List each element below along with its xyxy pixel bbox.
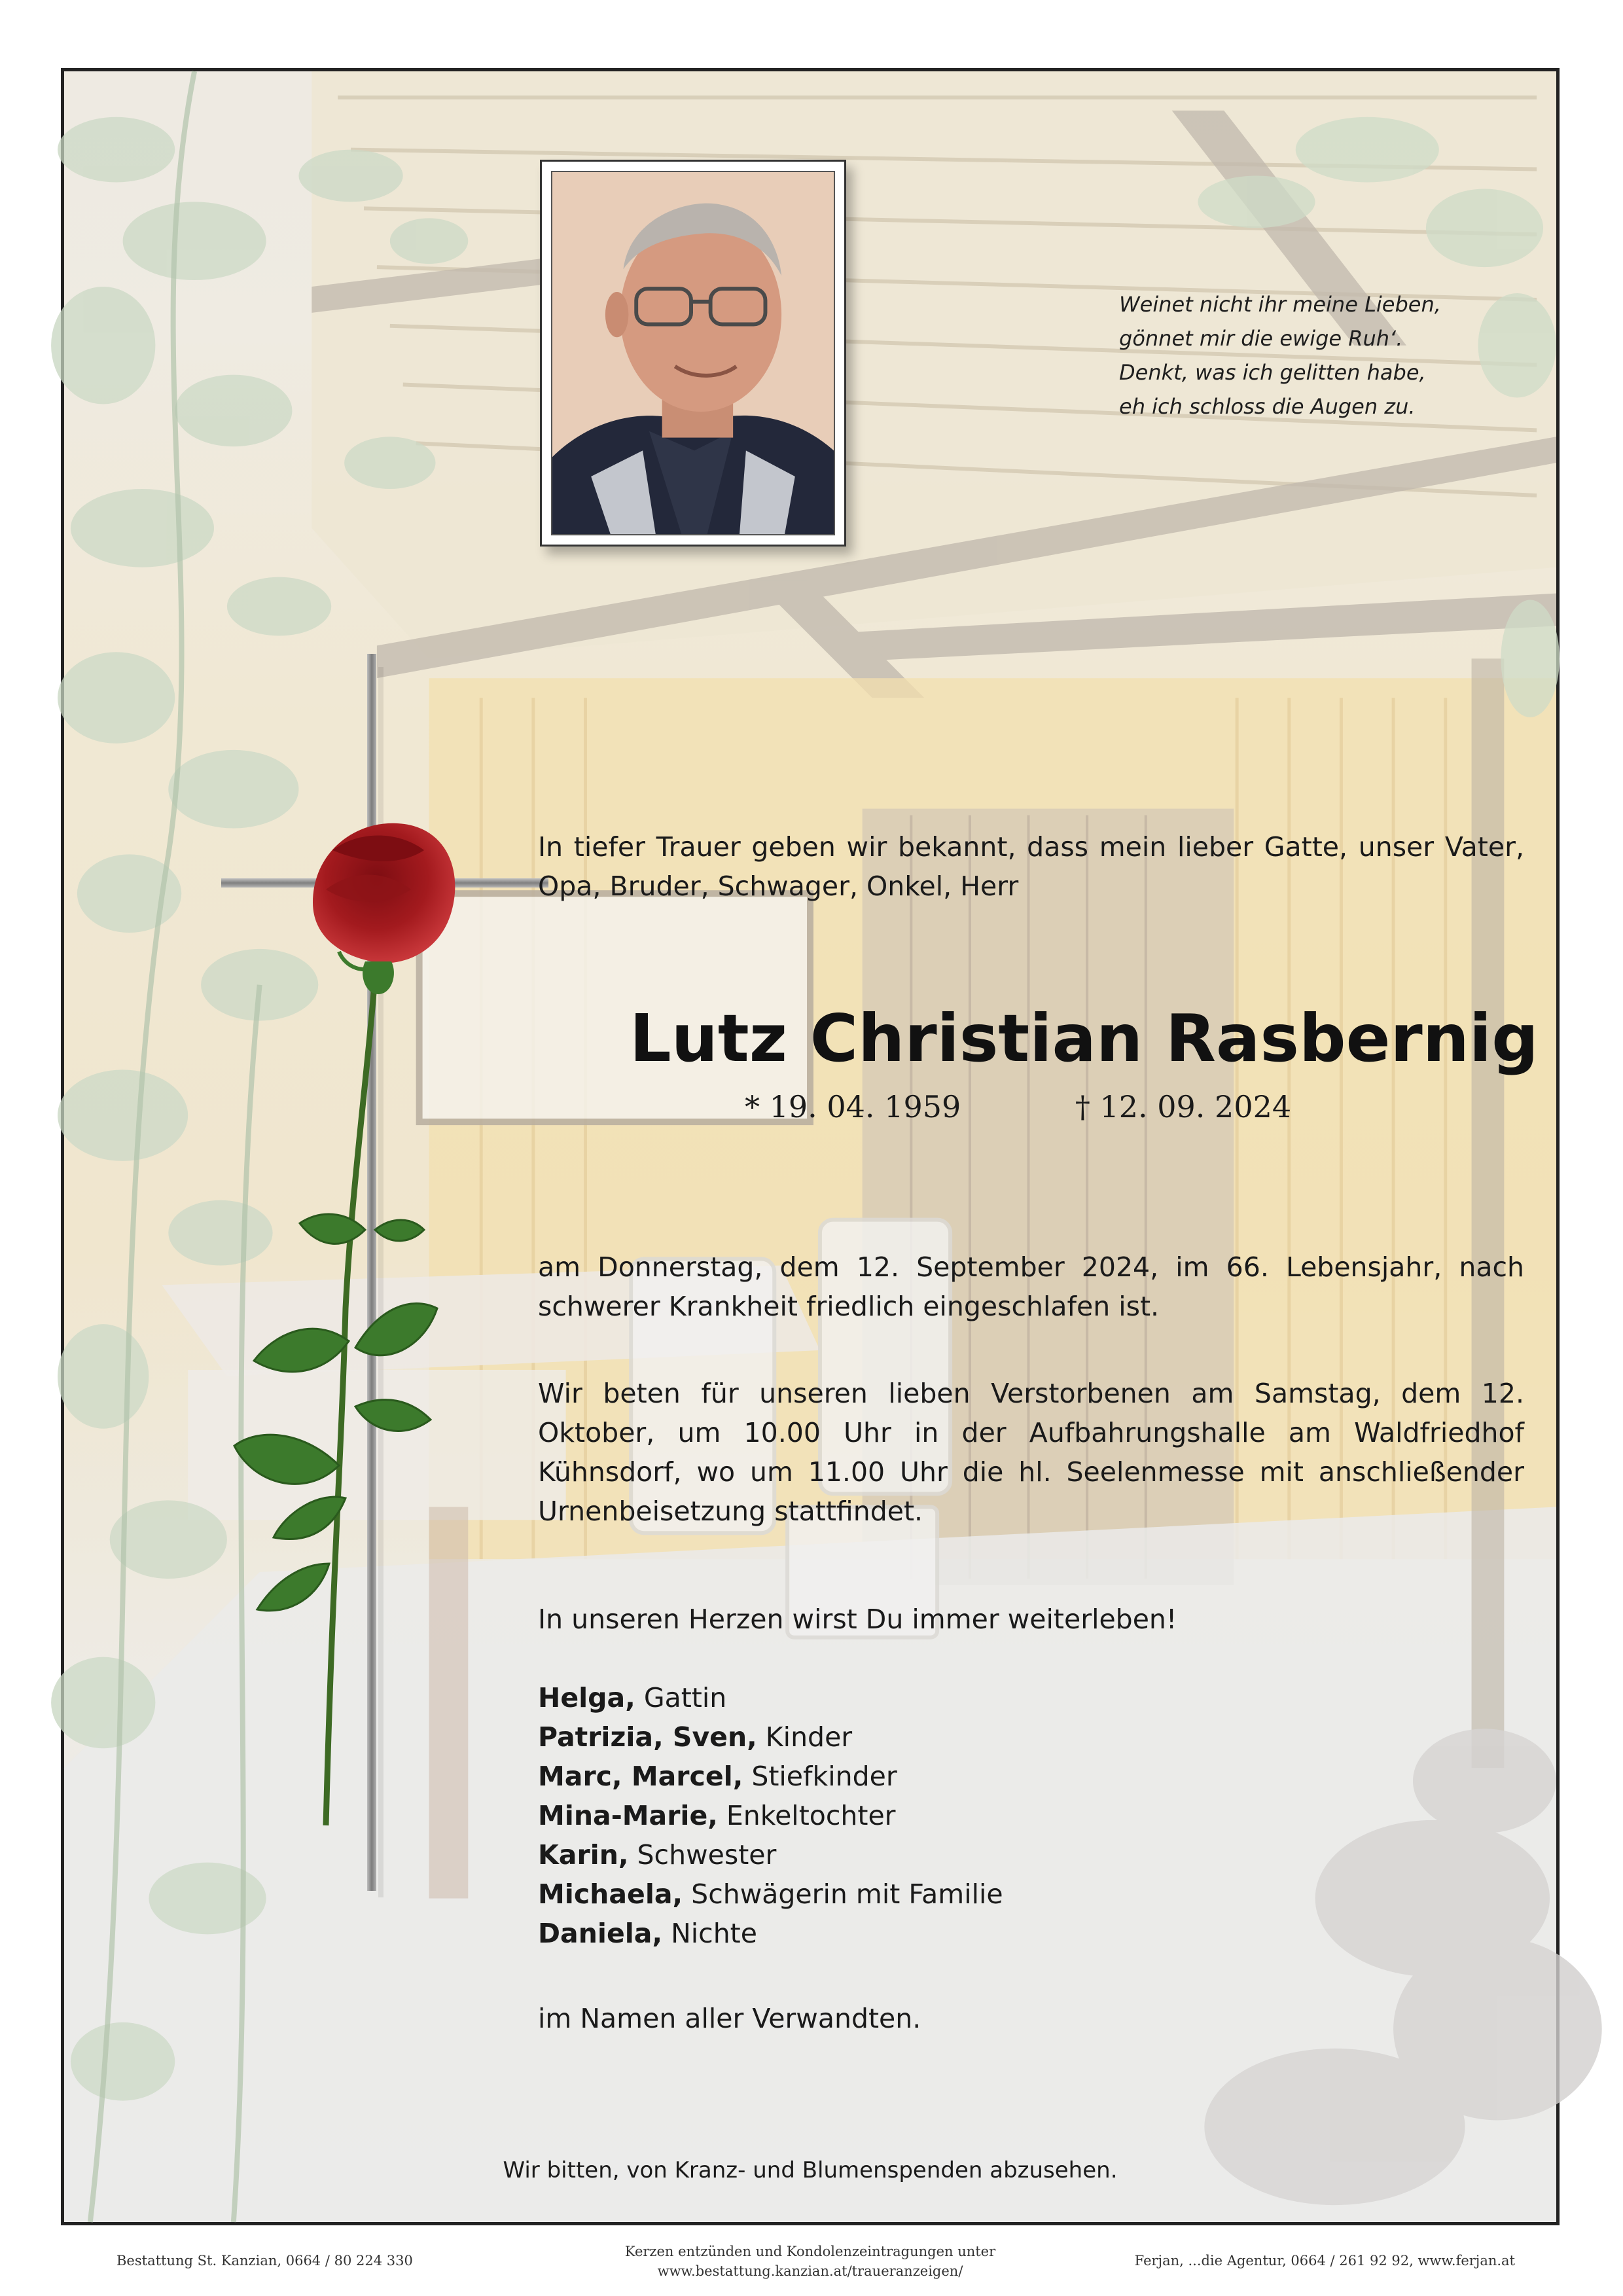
mourner-names: Michaela,	[538, 1878, 683, 1910]
footer-condolence-line: Kerzen entzünden und Kondolenzeintragungen unter	[624, 2244, 996, 2259]
mourner-row	[538, 1757, 1389, 1796]
mourner-names: Daniela,	[538, 1918, 663, 1949]
cross-with-rose	[215, 654, 555, 1897]
donation-request: Wir bitten, von Kranz- und Blumenspenden abzusehen.	[503, 2157, 1118, 2183]
mourner-relation: Schwägerin mit Familie	[691, 1878, 1003, 1910]
quote-line: eh ich schloss die Augen zu.	[1119, 394, 1416, 419]
life-dates	[745, 1089, 1291, 1124]
mourner-relation: Enkeltochter	[726, 1800, 896, 1831]
death-date: † 12. 09. 2024	[1075, 1089, 1292, 1124]
intro-text: In tiefer Trauer geben wir bekannt, dass mein lieber Gatte, unser Vater, Opa, Bruder, Schwager, Onkel, Herr	[538, 831, 1524, 902]
mourner-row	[538, 1717, 1389, 1757]
mourner-relation: Kinder	[765, 1721, 853, 1753]
mourner-row	[538, 1874, 1389, 1914]
mourner-relation: Stiefkinder	[751, 1761, 897, 1792]
mourner-names: Patrizia, Sven,	[538, 1721, 757, 1753]
mourners-list	[538, 1678, 1389, 1953]
motto-text: In unseren Herzen wirst Du immer weiterleben!	[538, 1604, 1177, 1635]
deceased-name: Lutz Christian Rasbernig	[630, 1000, 1539, 1077]
service-details-text: Wir beten für unseren lieben Verstorbenen am Samstag, dem 12. Oktober, um 10.00 Uhr in der Aufbahrungshalle am Waldfriedhof Kühnsdorf, wo um 11.00 Uhr die hl. Seelenmesse mit anschließender Urnenbeisetzung stattfindet.	[538, 1378, 1524, 1527]
portrait-photo	[540, 160, 846, 547]
portrait-image	[551, 171, 835, 535]
quote-line: Denkt, was ich gelitten habe,	[1119, 360, 1426, 385]
poem-quote	[1119, 287, 1486, 423]
quote-line: gönnet mir die ewige Ruh‘.	[1119, 326, 1403, 351]
mourner-names: Mina-Marie,	[538, 1800, 718, 1831]
footer-condolence-url[interactable]: www.bestattung.kanzian.at/traueranzeigen/	[657, 2263, 963, 2279]
quote-line: Weinet nicht ihr meine Lieben,	[1119, 292, 1441, 317]
death-notice-text: am Donnerstag, dem 12. September 2024, im 66. Lebensjahr, nach schwerer Krankheit friedlich eingeschlafen ist.	[538, 1251, 1524, 1322]
mourner-names: Helga,	[538, 1682, 635, 1713]
footer-funeral-home: Bestattung St. Kanzian, 0664 / 80 224 330	[116, 2253, 413, 2269]
mourner-relation: Schwester	[637, 1839, 777, 1871]
closing-text: im Namen aller Verwandten.	[538, 2003, 921, 2034]
mourner-row	[538, 1678, 1389, 1717]
footer-agency: Ferjan, ...die Agentur, 0664 / 261 92 92, www.ferjan.at	[1134, 2253, 1515, 2269]
mourner-relation: Nichte	[671, 1918, 757, 1949]
mourner-names: Marc, Marcel,	[538, 1761, 743, 1792]
birth-date: * 19. 04. 1959	[745, 1089, 961, 1124]
rose-icon	[313, 823, 455, 994]
mourner-row	[538, 1796, 1389, 1835]
obituary-frame	[61, 68, 1560, 2279]
mourner-row	[538, 1835, 1389, 1874]
mourner-names: Karin,	[538, 1839, 629, 1871]
mourner-row	[538, 1914, 1389, 1953]
mourner-relation: Gattin	[643, 1682, 727, 1713]
